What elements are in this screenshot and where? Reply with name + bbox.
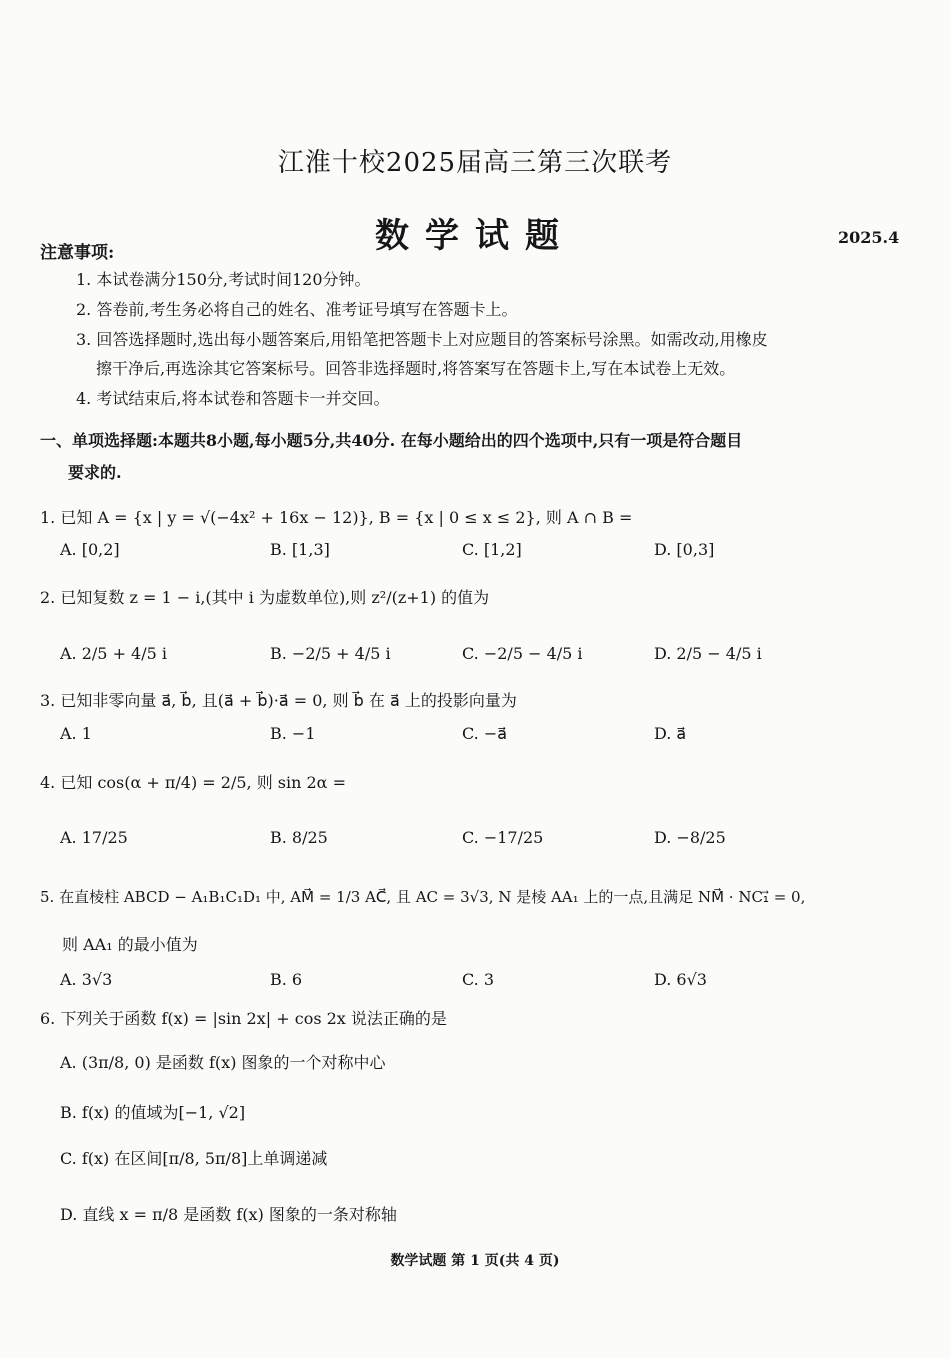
question-stem: 4. 已知 cos(α + π/4) = 2/5, 则 sin 2α = — [40, 773, 346, 792]
question-stem: 5. 在直棱柱 ABCD − A₁B₁C₁D₁ 中, AM⃗ = 1/3 AC⃗, 且 AC = 3√3, N 是棱 AA₁ 上的一点,且满足 NM⃗ · NC₁⃗ = 0, — [40, 888, 806, 906]
option: C. −2/5 − 4/5 i — [462, 644, 583, 663]
option: C. −17/25 — [462, 828, 544, 847]
question-stem: 2. 已知复数 z = 1 − i,(其中 i 为虚数单位),则 z²/(z+1) 的值为 — [40, 588, 490, 607]
question-stem: 1. 已知 A = {x | y = √(−4x² + 16x − 12)}, B = {x | 0 ≤ x ≤ 2}, 则 A ∩ B = — [40, 508, 633, 527]
option: D. 6√3 — [654, 970, 707, 989]
exam-date: 2025.4 — [838, 228, 900, 247]
section-heading-cont: 要求的. — [68, 463, 122, 482]
option: A. 17/25 — [60, 828, 128, 847]
notice-item: 4. 考试结束后,将本试卷和答题卡一并交回。 — [76, 389, 390, 408]
option: B. −1 — [270, 724, 316, 743]
option: D. a⃗ — [654, 724, 687, 743]
option: C. 3 — [462, 970, 495, 989]
question-stem: 6. 下列关于函数 f(x) = |sin 2x| + cos 2x 说法正确的是 — [40, 1009, 447, 1028]
question-stem-cont: 则 AA₁ 的最小值为 — [62, 935, 198, 954]
option: A. 1 — [60, 724, 92, 743]
question-stem: 3. 已知非零向量 a⃗, b⃗, 且(a⃗ + b⃗)·a⃗ = 0, 则 b⃗ 在 a⃗ 上的投影向量为 — [40, 691, 517, 710]
option: D. −8/25 — [654, 828, 726, 847]
option: B. 8/25 — [270, 828, 328, 847]
page-footer: 数学试题 第 1 页(共 4 页) — [390, 1253, 560, 1269]
notice-item: 擦干净后,再选涂其它答案标号。回答非选择题时,将答案写在答题卡上,写在本试卷上无效。 — [96, 359, 736, 378]
option: A. (3π/8, 0) 是函数 f(x) 图象的一个对称中心 — [60, 1053, 386, 1072]
notice-heading: 注意事项: — [40, 243, 115, 263]
notice-item: 2. 答卷前,考生务必将自己的姓名、准考证号填写在答题卡上。 — [76, 300, 518, 319]
option: C. −a⃗ — [462, 724, 508, 743]
option: D. [0,3] — [654, 540, 715, 559]
option: B. 6 — [270, 970, 303, 989]
option: D. 直线 x = π/8 是函数 f(x) 图象的一条对称轴 — [60, 1205, 397, 1224]
option: B. −2/5 + 4/5 i — [270, 644, 391, 663]
option: C. [1,2] — [462, 540, 522, 559]
exam-title: 江淮十校2025届高三第三次联考 — [277, 148, 673, 178]
option: A. 2/5 + 4/5 i — [60, 644, 168, 663]
notice-item: 3. 回答选择题时,选出每小题答案后,用铅笔把答题卡上对应题目的答案标号涂黑。如需改动,用橡皮 — [76, 330, 768, 349]
option: B. [1,3] — [270, 540, 330, 559]
option: A. 3√3 — [60, 970, 113, 989]
option: A. [0,2] — [60, 540, 120, 559]
notice-item: 1. 本试卷满分150分,考试时间120分钟。 — [76, 270, 371, 289]
section-heading: 一、单项选择题:本题共8小题,每小题5分,共40分. 在每小题给出的四个选项中,只有一项是符合题目 — [40, 431, 743, 450]
subject-title: 数学试题 — [375, 216, 575, 256]
option: B. f(x) 的值域为[−1, √2] — [60, 1103, 246, 1122]
option: C. f(x) 在区间[π/8, 5π/8]上单调递减 — [60, 1149, 328, 1168]
option: D. 2/5 − 4/5 i — [654, 644, 762, 663]
